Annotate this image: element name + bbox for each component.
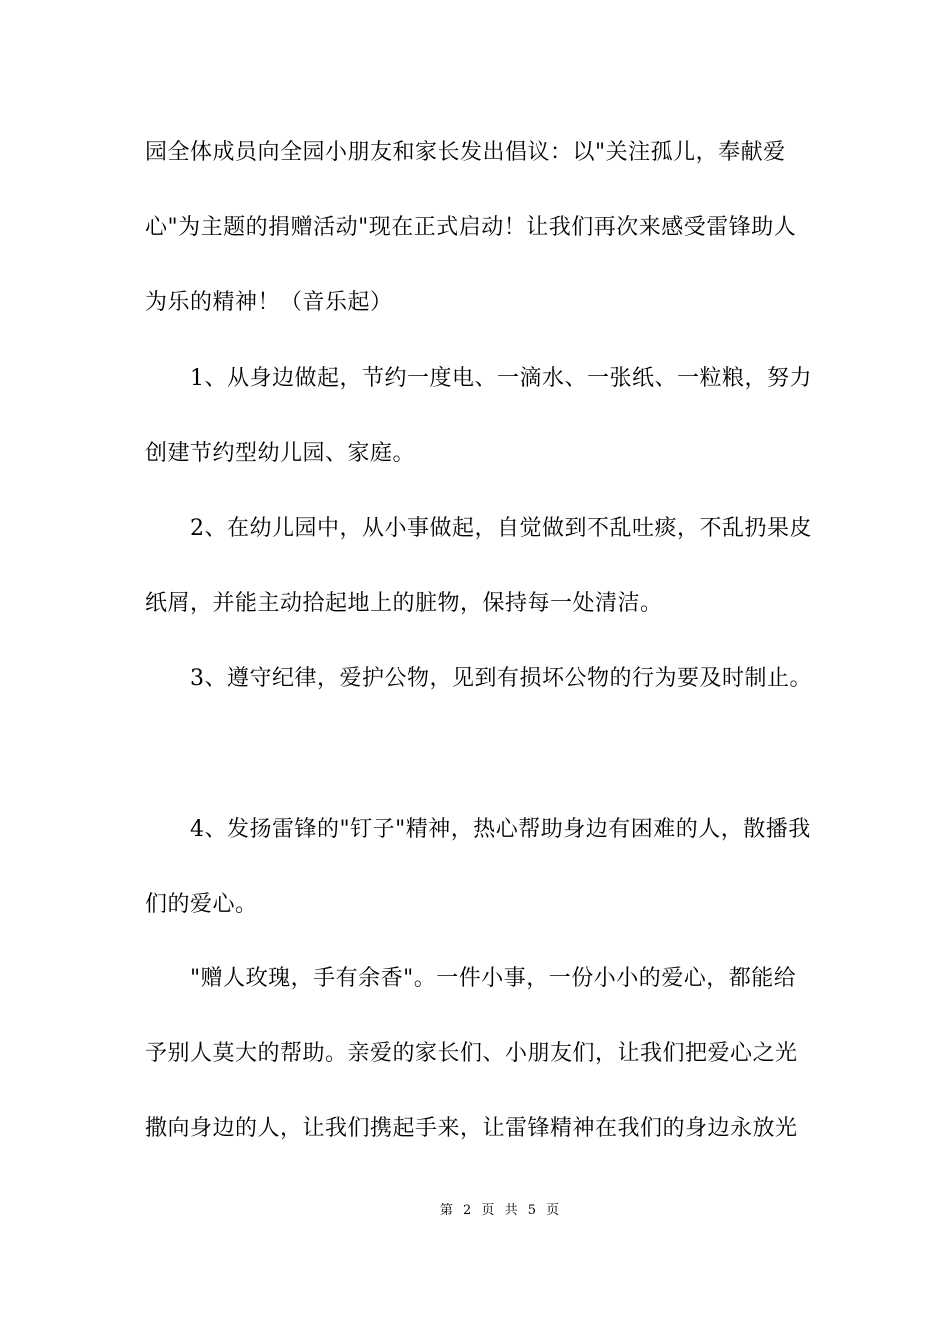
closing-line-3: 撒向身边的人，让我们携起手来，让雷锋精神在我们的身边永放光	[145, 1116, 798, 1141]
footer-total-word: 共	[504, 1203, 519, 1218]
text-line-2: 心"为主题的捐赠活动"现在正式启动！让我们再次来感受雷锋助人	[145, 215, 797, 240]
list-item-2-line-2: 纸屑，并能主动拾起地上的脏物，保持每一处清洁。	[145, 591, 663, 616]
footer-suffix: 页	[546, 1203, 561, 1218]
footer-current-page: 2	[462, 1203, 473, 1218]
list-item-1-line-1: 1、从身边做起，节约一度电、一滴水、一张纸、一粒粮，努力	[190, 366, 812, 391]
footer-page-word: 页	[481, 1203, 496, 1218]
closing-line-2: 予别人莫大的帮助。亲爱的家长们、小朋友们，让我们把爱心之光	[145, 1041, 798, 1066]
page-number-footer	[0, 1201, 950, 1221]
closing-line-1: "赠人玫瑰，手有余香"。一件小事，一份小小的爱心，都能给	[190, 966, 797, 991]
list-item-2-line-1: 2、在幼儿园中，从小事做起，自觉做到不乱吐痰，不乱扔果皮	[190, 516, 812, 541]
list-item-4-line-2: 们的爱心。	[145, 892, 258, 917]
footer-prefix: 第	[439, 1203, 454, 1218]
text-line-1: 园全体成员向全园小朋友和家长发出倡议：以"关注孤儿，奉献爱	[145, 140, 786, 165]
list-item-4-line-1: 4、发扬雷锋的"钉子"精神，热心帮助身边有困难的人，散播我	[190, 817, 811, 842]
footer-total-pages: 5	[527, 1203, 537, 1218]
list-item-1-line-2: 创建节约型幼儿园、家庭。	[145, 441, 416, 466]
text-line-3: 为乐的精神！（音乐起）	[145, 290, 393, 315]
list-item-3: 3、遵守纪律，爱护公物，见到有损坏公物的行为要及时制止。	[190, 666, 812, 691]
